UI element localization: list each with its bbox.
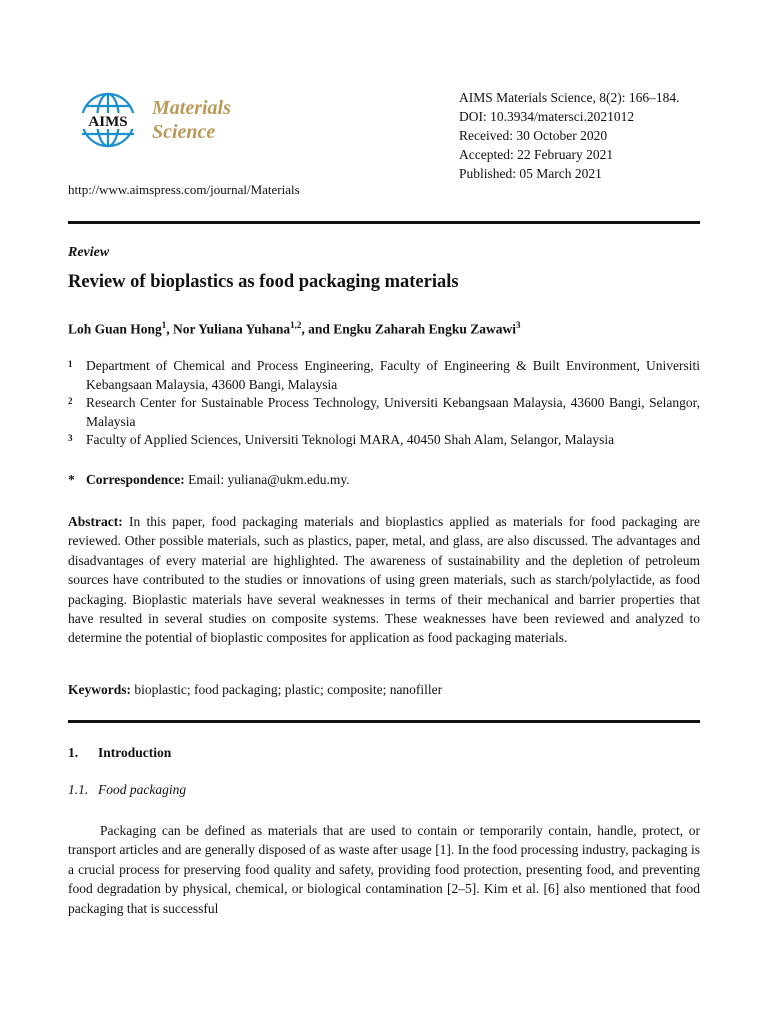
section-title: Introduction <box>98 745 172 760</box>
accepted-date: Accepted: 22 February 2021 <box>459 147 614 162</box>
logo-badge-text: AIMS <box>88 114 128 130</box>
affiliation-list <box>68 357 700 450</box>
received-date: Received: 30 October 2020 <box>459 128 608 143</box>
affiliation-number: 1 <box>68 359 73 369</box>
logo-wordmark <box>152 96 231 144</box>
affiliation-item <box>68 357 700 394</box>
logo-line-1: Materials <box>152 97 231 119</box>
globe-icon <box>72 90 144 150</box>
subsection-title: Food packaging <box>98 782 187 797</box>
author-list <box>68 320 520 338</box>
keywords <box>68 682 442 698</box>
publication-info <box>459 88 679 183</box>
author-name: Engku Zaharah Engku Zawawi <box>333 321 516 337</box>
affiliation-number: 2 <box>68 396 73 406</box>
affiliation-text: Research Center for Sustainable Process Technology, Universiti Kebangsaan Malaysia, 43600 Bangi, Selangor, Malaysia <box>86 395 700 429</box>
abstract-text: In this paper, food packaging materials and bioplastics applied as materials for food packaging are reviewed. Other possible materials, such as plastics, paper, metal, and glass, are also discussed. The advantages and disadvantages of every material are highlighted. The awareness of sustainability and the depletion of petroleum sources have contributed to the studies or innovations of using green materials, such as starch/polylactide, as food packaging. Bioplastic materials have several weaknesses in terms of their mechanical and barrier properties that have resulted in several studies on composite systems. These weaknesses have been reviewed and analyzed to determine the potential of bioplastic composites for application as food packaging materials. <box>68 514 700 646</box>
affiliation-text: Faculty of Applied Sciences, Universiti Teknologi MARA, 40450 Shah Alam, Selangor, Malaysia <box>86 432 615 447</box>
correspondence-label: Correspondence: <box>86 472 185 487</box>
affiliation-number: 3 <box>68 433 73 443</box>
affiliation-item <box>68 394 700 431</box>
subsection-number: 1.1. <box>68 782 89 797</box>
correspondence <box>68 472 350 488</box>
affiliation-text: Department of Chemical and Process Engineering, Faculty of Engineering & Built Environment, Universiti Kebangsaan Malaysia, 43600 Bangi, Malaysia <box>86 358 700 392</box>
abstract-label: Abstract: <box>68 514 123 529</box>
article-title: Review of bioplastics as food packaging materials <box>68 272 459 292</box>
author-separator: , and <box>301 321 334 337</box>
published-date: Published: 05 March 2021 <box>459 166 602 181</box>
correspondence-email: Email: yuliana@ukm.edu.my. <box>184 472 350 487</box>
journal-url-link[interactable]: http://www.aimspress.com/journal/Materials <box>68 182 300 197</box>
author-affil-sup: 3 <box>515 320 521 330</box>
article-type: Review <box>68 245 110 260</box>
section-heading <box>68 745 171 761</box>
affiliation-item <box>68 431 700 450</box>
abstract-divider <box>68 720 700 723</box>
logo-line-2: Science <box>152 121 216 143</box>
doi: DOI: 10.3934/matersci.2021012 <box>459 109 635 124</box>
keywords-label: Keywords: <box>68 682 131 697</box>
journal-citation: AIMS Materials Science, 8(2): 166–184. <box>459 90 680 105</box>
author-name: Nor Yuliana Yuhana <box>173 321 291 337</box>
author-affil-sup: 1 <box>161 320 167 330</box>
author-name: Loh Guan Hong <box>68 321 162 337</box>
abstract <box>68 512 700 648</box>
keywords-text: bioplastic; food packaging; plastic; composite; nanofiller <box>131 682 443 697</box>
header-divider <box>68 221 700 224</box>
author-separator: , <box>166 321 174 337</box>
author-affil-sup: 1,2 <box>290 320 302 330</box>
subsection-heading <box>68 782 186 798</box>
section-number: 1. <box>68 745 79 760</box>
correspondence-star: * <box>68 472 75 487</box>
body-paragraph: Packaging can be defined as materials that are used to contain or temporarily contain, handle, protect, or transport articles and are generally disposed of as waste after usage [1]. In the food processing industry, packaging is a crucial process for preserving food quality and safety, providing food protection, presenting food, and preventing food degradation by physical, chemical, or biological contamination [2–5]. Kim et al. [6] also mentioned that food packaging that is successful <box>68 823 700 916</box>
journal-logo <box>72 90 252 150</box>
